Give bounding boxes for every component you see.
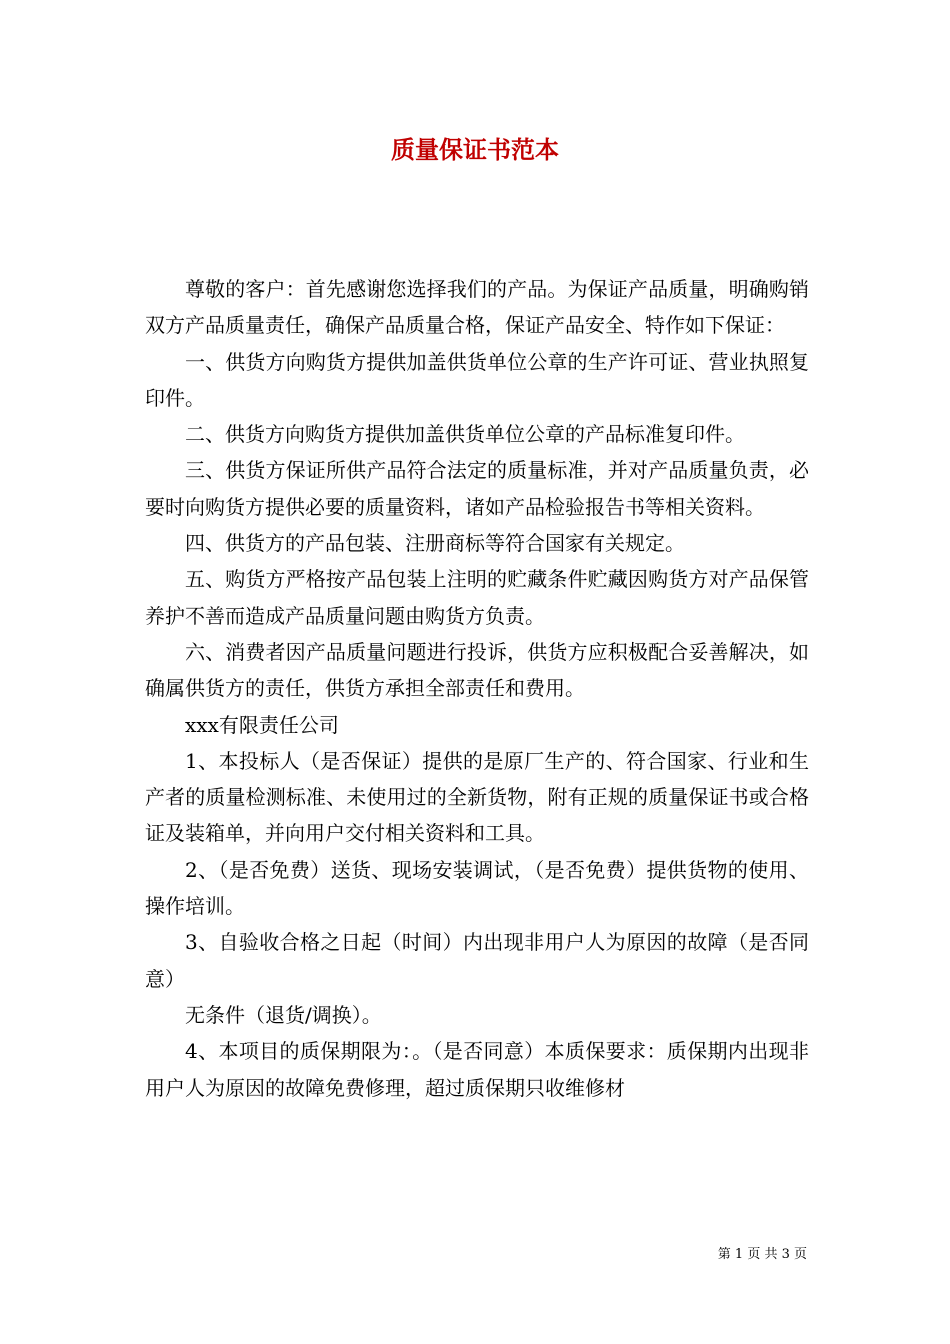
paragraph-bid-item-1: 1、本投标人（是否保证）提供的是原厂生产的、符合国家、行业和生产者的质量检测标准、未使用过的全新货物，附有正规的质量保证书或合格证及装箱单，并向用户交付相关资料和工具。 — [145, 748, 809, 846]
paragraph-clause-3: 三、供货方保证所供产品符合法定的质量标准，并对产品质量负责，必要时向购货方提供必要的质量资料，诸如产品检验报告书等相关资料。 — [145, 458, 809, 519]
page-number: 第 1 页 共 3 页 — [717, 1247, 807, 1262]
document-title: 质量保证书范本 — [391, 135, 559, 164]
paragraph-bid-item-3: 3、自验收合格之日起（时间）内出现非用户人为原因的故障（是否同意） — [145, 930, 809, 991]
paragraph-greeting: 尊敬的客户：首先感谢您选择我们的产品。为保证产品质量，明确购销双方产品质量责任，确保产品质量合格，保证产品安全、特作如下保证： — [145, 277, 809, 338]
paragraph-clause-4: 四、供货方的产品包装、注册商标等符合国家有关规定。 — [185, 531, 685, 556]
paragraph-clause-1: 一、供货方向购货方提供加盖供货单位公章的生产许可证、营业执照复印件。 — [145, 349, 809, 410]
paragraph-bid-item-4: 4、本项目的质保期限为：。（是否同意）本质保要求：质保期内出现非用户人为原因的故障免费修理，超过质保期只收维修材 — [145, 1039, 809, 1100]
paragraph-bid-item-2: 2、（是否免费）送货、现场安装调试，（是否免费）提供货物的使用、操作培训。 — [145, 857, 809, 919]
paragraph-clause-6: 六、消费者因产品质量问题进行投诉，供货方应积极配合妥善解决，如确属供货方的责任，供货方承担全部责任和费用。 — [145, 639, 809, 701]
paragraph-clause-2: 二、供货方向购货方提供加盖供货单位公章的产品标准复印件。 — [185, 422, 745, 447]
paragraph-company-name: xxx有限责任公司 — [185, 712, 339, 737]
paragraph-unconditional: 无条件（退货/调换）。 — [185, 1002, 382, 1027]
document-body — [145, 271, 809, 1106]
paragraph-clause-5: 五、购货方严格按产品包装上注明的贮藏条件贮藏因购货方对产品保管养护不善而造成产品质量问题由购货方负责。 — [145, 567, 809, 628]
